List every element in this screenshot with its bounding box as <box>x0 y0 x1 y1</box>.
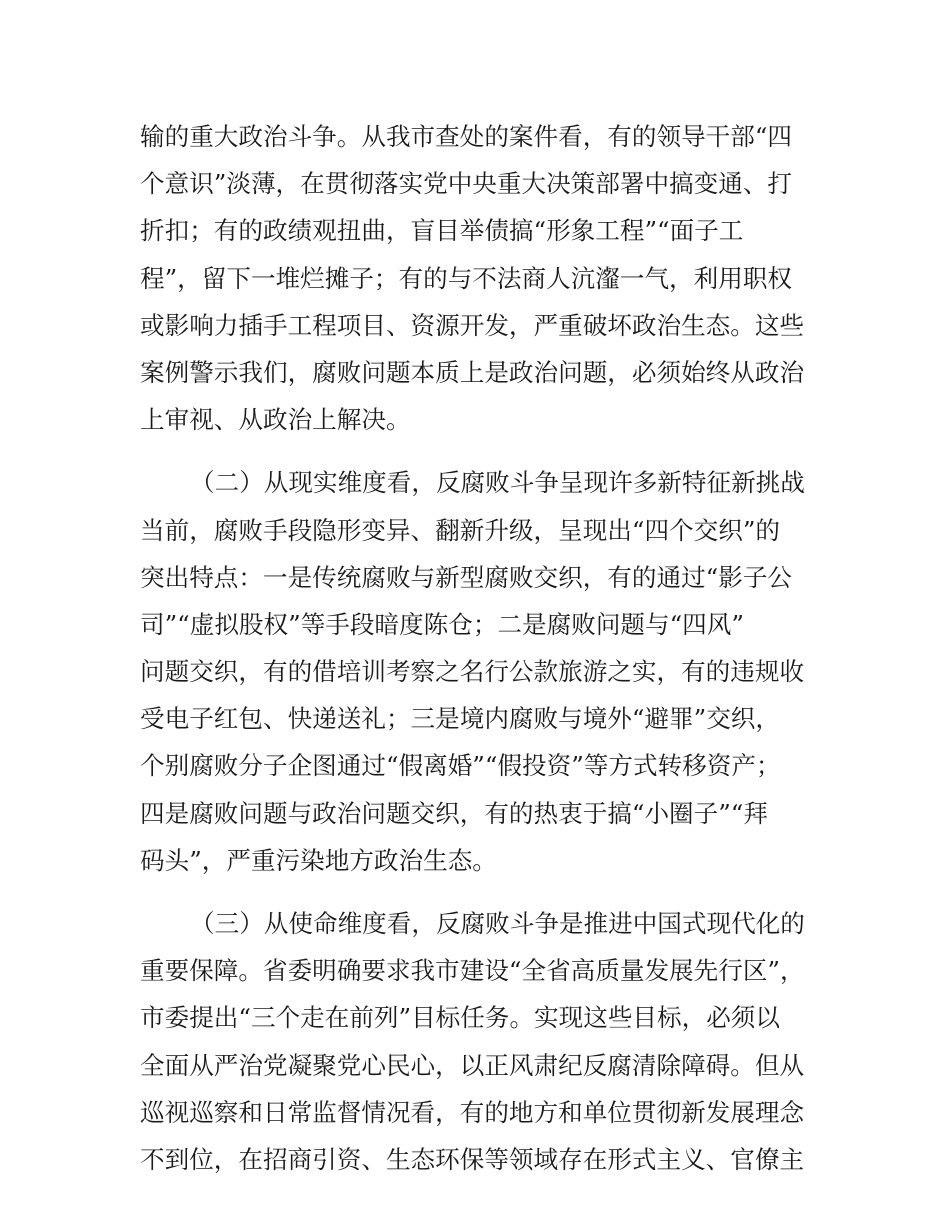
paragraph-3 <box>140 900 810 1183</box>
text-line: 四是腐败问题与政治问题交织，有的热衷于搞“小圈子”“拜 <box>140 798 768 828</box>
text-line: 折扣；有的政绩观扭曲，盲目举债搞“形象工程”“面子工 <box>140 216 744 246</box>
paragraph-spacing <box>140 884 810 900</box>
paragraph-heading-line: （二）从现实维度看，反腐败斗争呈现许多新特征新挑战 <box>190 468 805 498</box>
paragraph-heading-line: （三）从使命维度看，反腐败斗争是推进中国式现代化的 <box>190 909 805 938</box>
paragraph-spacing <box>140 443 810 459</box>
paragraph-2 <box>140 459 810 884</box>
text-line: 受电子红包、快递送礼；三是境内腐败与境外“避罪”交织， <box>140 704 780 734</box>
text-line: 市委提出“三个走在前列”目标任务。实现这些目标，必须以 <box>140 1003 780 1033</box>
text-line: 司”“虚拟股权”等手段暗度陈仓；二是腐败问题与“四风” <box>140 609 744 639</box>
text-line: 码头”，严重污染地方政治生态。 <box>140 845 497 875</box>
text-line: 个别腐败分子企图通过“假离婚”“假投资”等方式转移资产； <box>140 751 781 781</box>
text-line: 重要保障。省委明确要求我市建设“全省高质量发展先行区”， <box>140 956 805 986</box>
text-line: 案例警示我们，腐败问题本质上是政治问题，必须始终从政治 <box>140 357 805 387</box>
text-line: 问题交织，有的借培训考察之名行公款旅游之实，有的违规收 <box>140 657 805 687</box>
text-line: 当前，腐败手段隐形变异、翻新升级，呈现出“四个交织”的 <box>140 515 780 545</box>
document-page <box>140 113 810 1183</box>
text-line: 输的重大政治斗争。从我市查处的案件看，有的领导干部“四 <box>140 122 793 151</box>
text-line: 上审视、从政治上解决。 <box>140 405 411 435</box>
text-line: 个意识”淡薄，在贯彻落实党中央重大决策部署中搞变通、打 <box>140 169 793 199</box>
text-line: 程”，留下一堆烂摊子；有的与不法商人沆瀣一气，利用职权 <box>140 263 793 293</box>
text-line: 或影响力插手工程项目、资源开发，严重破坏政治生态。这些 <box>140 310 805 340</box>
text-line: 巡视巡察和日常监督情况看，有的地方和单位贯彻新发展理念 <box>140 1097 805 1127</box>
paragraph-1 <box>140 113 810 443</box>
text-line: 突出特点：一是传统腐败与新型腐败交织，有的通过“影子公 <box>140 562 793 592</box>
text-line: 全面从严治党凝聚党心民心，以正风肃纪反腐清除障碍。但从 <box>140 1050 805 1080</box>
text-line: 不到位，在招商引资、生态环保等领域存在形式主义、官僚主 <box>140 1144 805 1174</box>
